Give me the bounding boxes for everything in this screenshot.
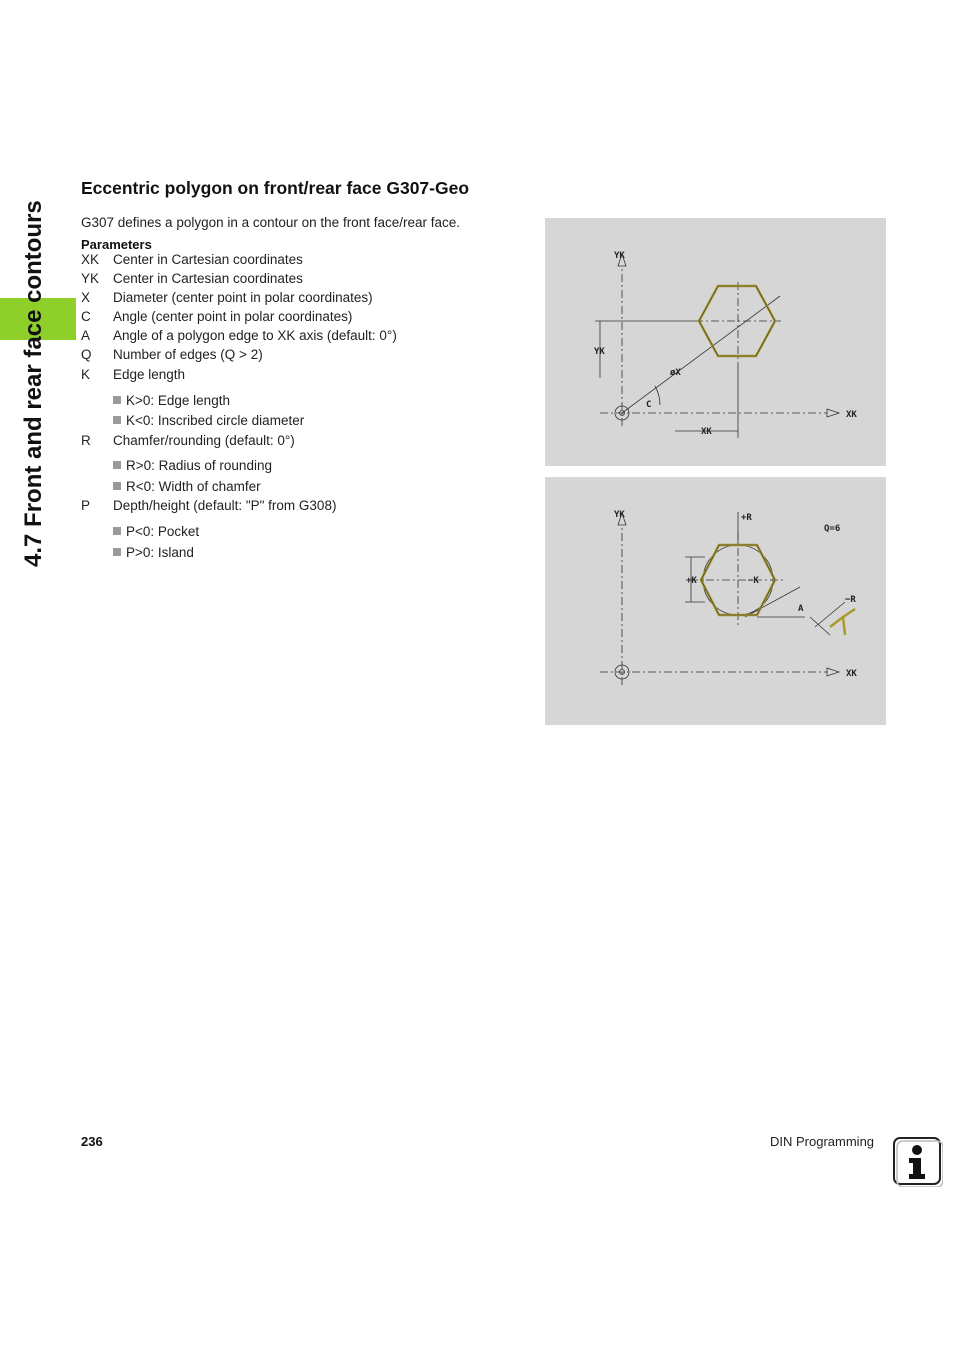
- param-code: XK: [81, 252, 100, 267]
- bullet-text: K<0: Inscribed circle diameter: [126, 413, 305, 428]
- intro-text: G307 defines a polygon in a contour on the front face/rear face.: [81, 215, 460, 230]
- bullet-k-positive: [113, 393, 230, 408]
- bullet-text: P>0: Island: [126, 545, 194, 560]
- bullet-p-negative: [113, 524, 199, 539]
- bullet-k-negative: [113, 413, 304, 428]
- figure-polygon-position: [545, 218, 886, 466]
- bullet-square-icon: [113, 482, 121, 490]
- param-code: YK: [81, 271, 100, 286]
- param-desc: Center in Cartesian coordinates: [113, 271, 303, 286]
- param-code: R: [81, 433, 91, 448]
- section-heading: Eccentric polygon on front/rear face G307-Geo: [81, 178, 470, 198]
- bullet-square-icon: [113, 396, 121, 404]
- param-code: X: [81, 290, 91, 305]
- chapter-side-title: 4.7 Front and rear face contours: [20, 200, 47, 567]
- param-desc: Edge length: [113, 367, 186, 382]
- param-desc: Chamfer/rounding (default: 0°): [113, 433, 295, 448]
- figure2-k-plus-label: +K: [686, 576, 697, 586]
- param-desc: Depth/height (default: "P" from G308): [113, 498, 337, 513]
- param-code: Q: [81, 347, 92, 362]
- bullet-square-icon: [113, 548, 121, 556]
- footer-chapter-text: DIN Programming: [770, 1134, 875, 1149]
- figure1-xk-dimension-label: XK: [701, 427, 712, 437]
- bullet-text: K>0: Edge length: [126, 393, 230, 408]
- info-icon: [891, 1135, 943, 1187]
- bullet-text: R>0: Radius of rounding: [126, 458, 272, 473]
- figure1-diameter-label: øX: [670, 368, 681, 378]
- parameters-heading: Parameters: [81, 237, 152, 252]
- figure1-yk-axis-label: YK: [614, 251, 625, 261]
- figure2-xk-axis-label: XK: [846, 669, 857, 679]
- bullet-square-icon: [113, 461, 121, 469]
- figure1-yk-dimension-label: YK: [594, 347, 605, 357]
- param-desc: Center in Cartesian coordinates: [113, 252, 303, 267]
- figure2-yk-axis-label: YK: [614, 510, 625, 520]
- bullet-r-positive: [113, 458, 272, 473]
- figure-polygon-shape-drawing: [545, 477, 886, 725]
- bullet-square-icon: [113, 416, 121, 424]
- param-code: A: [81, 328, 91, 343]
- figure2-angle-label: A: [798, 604, 804, 614]
- bullet-r-negative: [113, 479, 261, 494]
- bullet-text: R<0: Width of chamfer: [126, 479, 261, 494]
- param-desc: Angle (center point in polar coordinates): [113, 309, 353, 324]
- figure2-edge-count-label: Q=6: [824, 524, 841, 534]
- param-code: K: [81, 367, 91, 382]
- param-desc: Number of edges (Q > 2): [113, 347, 263, 362]
- figure-polygon-position-drawing: [545, 218, 886, 466]
- page-number: 236: [81, 1134, 103, 1149]
- bullet-p-positive: [113, 545, 194, 560]
- param-desc: Diameter (center point in polar coordinates): [113, 290, 373, 305]
- figure2-r-minus-label: −R: [845, 595, 856, 605]
- figure-polygon-shape: [545, 477, 886, 725]
- figure1-xk-axis-label: XK: [846, 410, 857, 420]
- bullet-text: P<0: Pocket: [126, 524, 200, 539]
- bullet-square-icon: [113, 527, 121, 535]
- param-desc: Angle of a polygon edge to XK axis (default: 0°): [113, 328, 397, 343]
- figure2-r-plus-label: +R: [741, 513, 752, 523]
- figure1-angle-label: C: [646, 400, 652, 410]
- param-code: C: [81, 309, 91, 324]
- figure2-k-minus-label: −K: [748, 576, 759, 586]
- param-code: P: [81, 498, 91, 513]
